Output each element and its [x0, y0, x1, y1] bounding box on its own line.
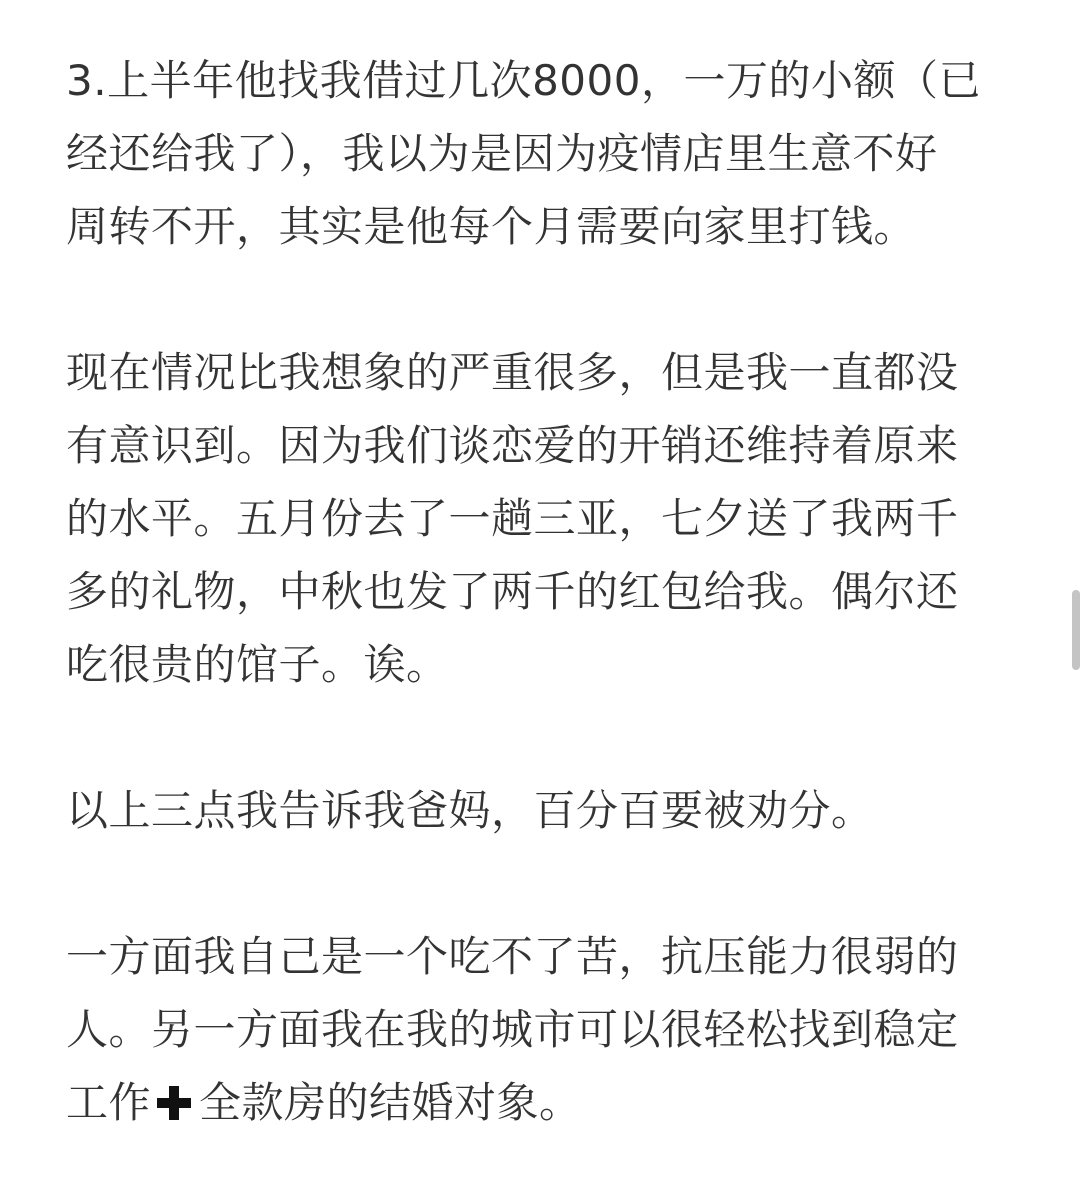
- scrollbar-thumb[interactable]: [1072, 590, 1080, 670]
- paragraph-gap: [66, 847, 1006, 920]
- post-content: [66, 44, 1006, 1139]
- paragraph-gap: [66, 701, 1006, 774]
- paragraph-3: 以上三点我告诉我爸妈，百分百要被劝分。: [66, 786, 874, 835]
- paragraph-4-text-before: 一方面我自己是一个吃不了苦，抗压能力很弱的 人。另一方面我在我的城市可以很轻松找到稳定 工作: [66, 932, 959, 1127]
- paragraph-4: [66, 920, 1006, 1139]
- paragraph-gap: [66, 263, 1006, 336]
- paragraph-2: 现在情况比我想象的严重很多，但是我一直都没 有意识到。因为我们谈恋爱的开销还维持着原来 的水平。五月份去了一趟三亚，七夕送了我两千 多的礼物，中秋也发了两千的红包给我。偶尔还 吃很贵的馆子。诶。: [66, 348, 959, 689]
- paragraph-1: 3.上半年他找我借过几次8000，一万的小额（已 经还给我了），我以为是因为疫情店里生意不好 周转不开，其实是他每个月需要向家里打钱。: [66, 56, 981, 251]
- heavy-plus-icon: [157, 1086, 191, 1120]
- paragraph-4-text-after: 全款房的结婚对象。: [199, 1078, 582, 1127]
